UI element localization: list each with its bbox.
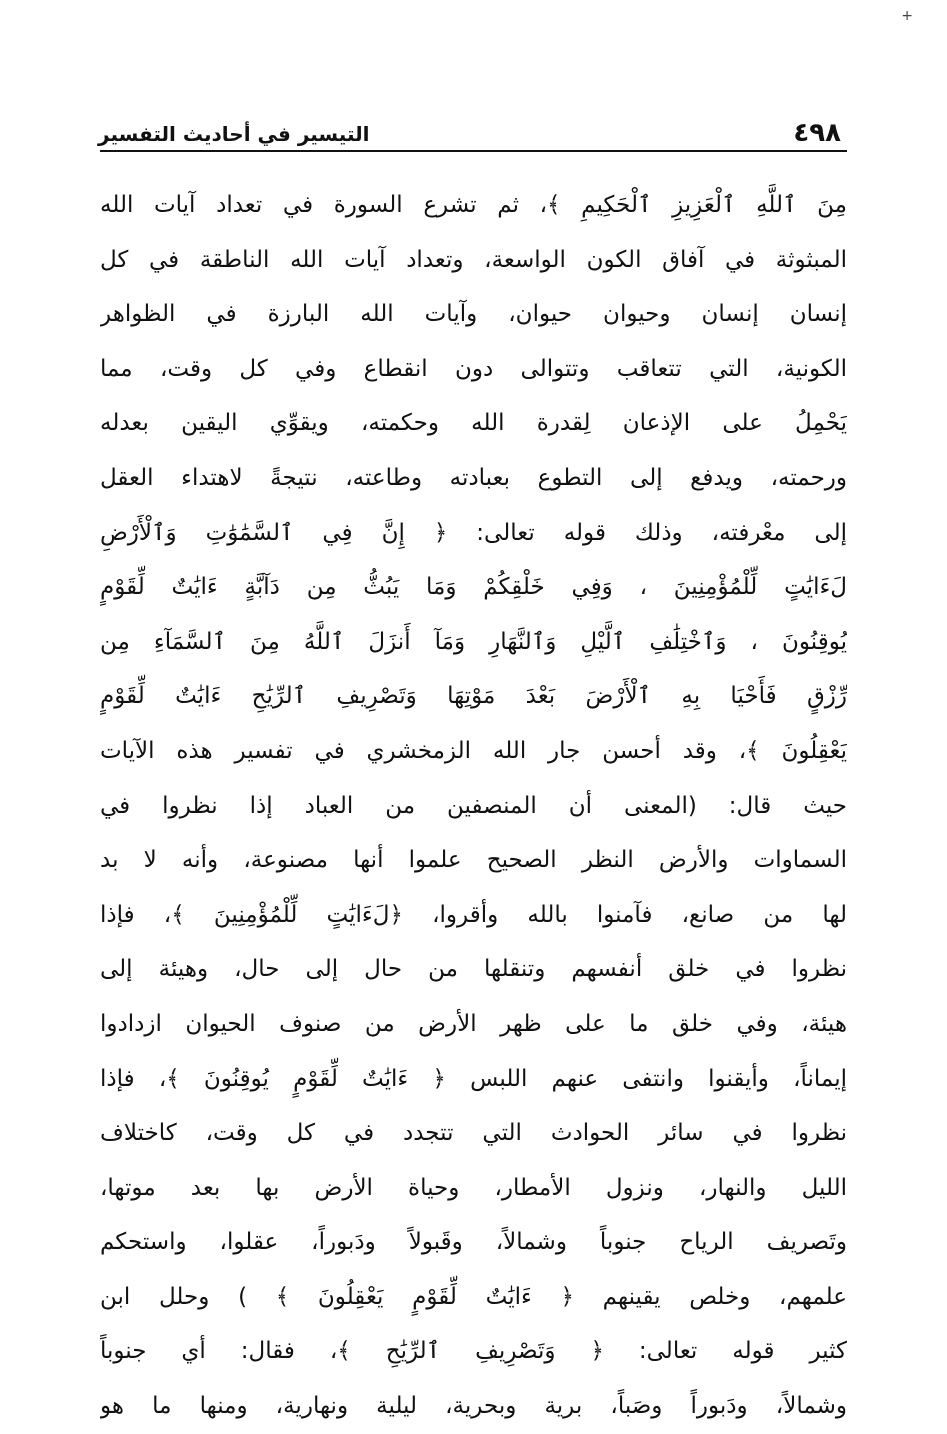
text-line: إيماناً، وأيقنوا وانتفى عنهم اللبس ﴿ ءَايَٰتٌ لِّقَوْمٍ يُوقِنُونَ ﴾، فإذا	[100, 1065, 847, 1092]
text-line: يَعْقِلُونَ ﴾، وقد أحسن جار الله الزمخشري في تفسير هذه الآيات	[100, 737, 847, 764]
text-line: إلى معْرفته، وذلك قوله تعالى: ﴿ إِنَّ فِي ٱلسَّمَٰوَٰتِ وَٱلْأَرْضِ	[100, 519, 847, 546]
page-number: ٤٩٨	[793, 118, 841, 148]
text-line: وشمالاً، ودَبوراً وصَباً، برية وبحرية، ليلية ونهارية، ومنها ما هو	[100, 1393, 847, 1420]
text-line: وتَصريف الرياح جنوباً وشمالاً، وقَبولاً ودَبوراً، عقلوا، واستحكم	[100, 1229, 847, 1256]
text-line: رِّزْقٍ فَأَحْيَا بِهِ ٱلْأَرْضَ بَعْدَ مَوْتِهَا وَتَصْرِيفِ ٱلرِّيَٰحِ ءَايَٰتٌ لِّقَوْمٍ	[100, 683, 847, 710]
header-rule	[100, 150, 847, 152]
text-line: يُوقِنُونَ ، وَٱخْتِلَٰفِ ٱلَّيْلِ وَٱلنَّهَارِ وَمَآ أَنزَلَ ٱللَّهُ مِنَ ٱلسَّمَآءِ مِن	[100, 628, 847, 655]
text-line: المبثوثة في آفاق الكون الواسعة، وتعداد آيات الله الناطقة في كل	[100, 246, 847, 273]
text-line: مِنَ ٱللَّهِ ٱلْعَزِيزِ ٱلْحَكِيمِ ﴾، ثم تشرع السورة في تعداد آيات الله	[100, 192, 847, 218]
page-header	[98, 108, 847, 148]
corner-mark: +	[901, 8, 913, 24]
text-line: هيئة، وفي خلق ما على ظهر الأرض من صنوف الحيوان ازدادوا	[100, 1010, 847, 1037]
text-line: كثير قوله تعالى: ﴿ وَتَصْرِيفِ ٱلرِّيَٰحِ ﴾، فقال: أي جنوباً	[100, 1338, 847, 1365]
text-line: يَحْمِلُ على الإذعان لِقدرة الله وحكمته، ويقوِّي اليقين بعدله	[100, 410, 847, 437]
text-line: الليل والنهار، ونزول الأمطار، وحياة الأرض بها بعد موتها،	[100, 1174, 847, 1201]
text-line: نظروا في خلق أنفسهم وتنقلها من حال إلى حال، وهيئة إلى	[100, 956, 847, 983]
text-line: نظروا في سائر الحوادث التي تتجدد في كل وقت، كاختلاف	[100, 1120, 847, 1147]
text-line: الكونية، التي تتعاقب وتتوالى دون انقطاع وفي كل وقت، مما	[100, 355, 847, 382]
running-title: التيسير في أحاديث التفسير	[98, 122, 370, 146]
text-line: حيث قال: (المعنى أن المنصفين من العباد إذا نظروا في	[100, 792, 847, 819]
body-text	[100, 178, 847, 1434]
text-line: لها من صانع، فآمنوا بالله وأقروا، ﴿لَءَايَٰتٍ لِّلْمُؤْمِنِينَ ﴾، فإذا	[100, 901, 847, 928]
text-line: لَءَايَٰتٍ لِّلْمُؤْمِنِينَ ، وَفِي خَلْقِكُمْ وَمَا يَبُثُّ مِن دَآبَّةٍ ءَايَٰتٌ لِّقَوْمٍ	[100, 574, 847, 601]
text-line: إنسان إنسان وحيوان حيوان، وآيات الله البارزة في الظواهر	[100, 301, 847, 328]
text-line: السماوات والأرض النظر الصحيح علموا أنها مصنوعة، وأنه لا بد	[100, 847, 847, 874]
text-line: ورحمته، ويدفع إلى التطوع بعبادته وطاعته، نتيجةً لاهتداء العقل	[100, 464, 847, 491]
text-line: علمهم، وخلص يقينهم ﴿ ءَايَٰتٌ لِّقَوْمٍ يَعْقِلُونَ ﴾ ) وحلل ابن	[100, 1283, 847, 1310]
